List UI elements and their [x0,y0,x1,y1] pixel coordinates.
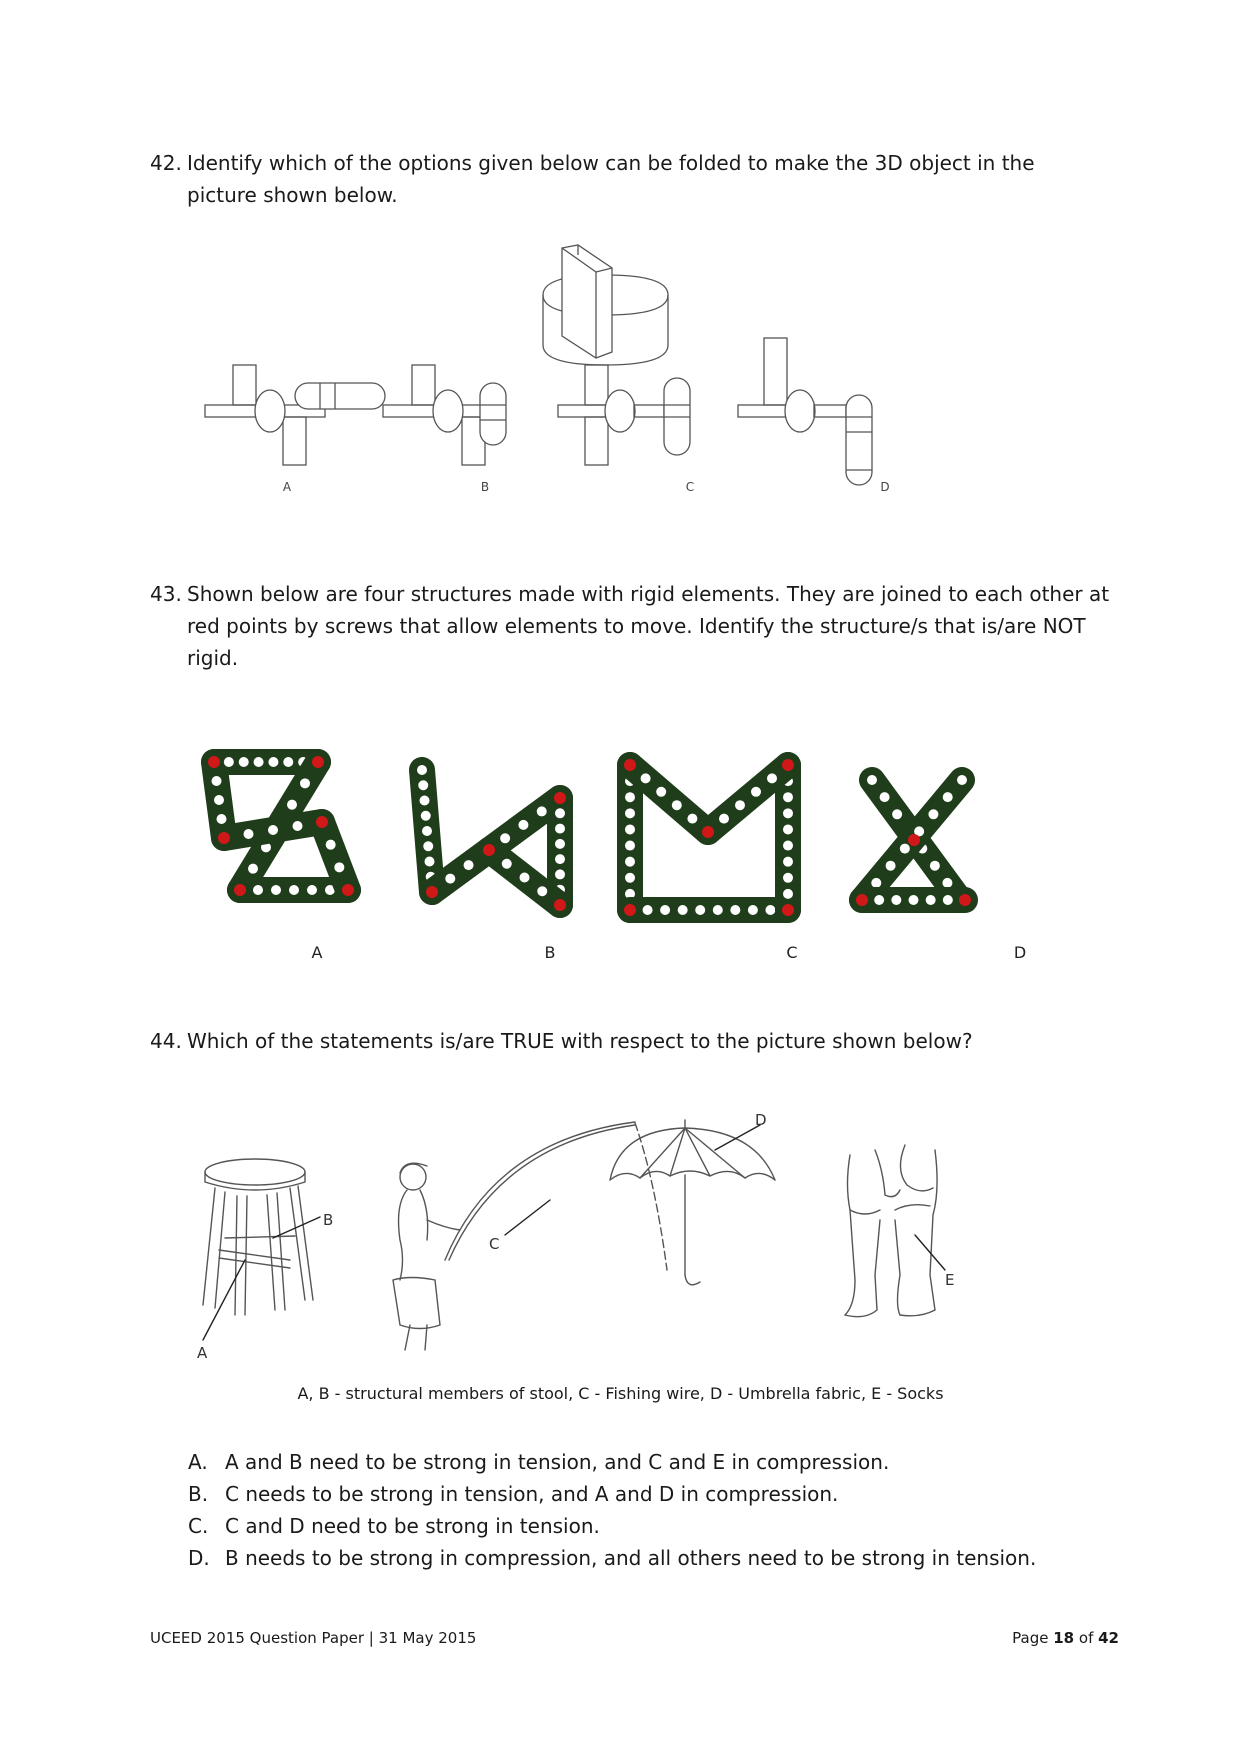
q44-label-e: E [945,1271,955,1289]
umbrella-drawing [610,1120,775,1285]
footer-page-number: Page 18 of 42 [1012,1629,1119,1647]
screw-joint [316,816,328,828]
option-letter: B. [188,1482,209,1506]
screw-joint [856,894,868,906]
question-number: 44. [150,1029,182,1053]
question-text: Identify which of the options given below can be folded to make the 3D object in the picture shown below. [187,151,1035,207]
screw-joint [554,899,566,911]
q44-label-a: A [197,1344,208,1362]
screw-joint [624,904,636,916]
q43-label-c: C [786,943,798,960]
q42-net-b [383,365,506,465]
option-letter: A. [188,1450,208,1474]
option-text: A and B need to be strong in tension, and C and E in compression. [225,1450,890,1474]
q42-label-a: A [282,480,292,494]
screw-joint [483,844,495,856]
fisherman-drawing [393,1122,667,1350]
option-text: C and D need to be strong in tension. [225,1514,600,1538]
q44-label-b: B [323,1211,334,1229]
screw-joint [208,756,220,768]
screw-joint [426,886,438,898]
question-number: 42. [150,151,182,175]
q44-label-c: C [489,1235,500,1253]
screw-joint [312,756,324,768]
option-text: C needs to be strong in tension, and A and D in compression. [225,1482,839,1506]
q42-figure [200,240,970,495]
option-letter: C. [188,1514,209,1538]
q43-label-b: B [544,943,556,960]
q44-label-d: D [755,1111,767,1129]
screw-joint [959,894,971,906]
question-43 [150,578,1110,674]
q43-figure [200,700,1150,960]
option-letter: D. [188,1546,210,1570]
question-text: Which of the statements is/are TRUE with respect to the picture shown below? [187,1029,973,1053]
q42-label-b: B [480,480,490,494]
q42-net-a [205,365,385,465]
strip-c2 [625,905,793,915]
screw-joint [702,826,714,838]
screw-joint [342,884,354,896]
screw-joint [218,832,230,844]
question-number: 43. [150,582,182,606]
socks-drawing [845,1145,937,1317]
screw-joint [624,759,636,771]
screw-joint [782,759,794,771]
strip-d3 [857,895,970,905]
q44-figure [195,1110,1075,1370]
footer-title: UCEED 2015 Question Paper | 31 May 2015 [150,1629,477,1647]
screw-joint [554,792,566,804]
q42-label-d: D [880,480,890,494]
q42-label-c: C [685,480,695,494]
question-text: Shown below are four structures made with rigid elements. They are joined to each other at red points by screws that allow elements to move. Identify the structure/s that is/are NOT rigid. [187,582,1110,670]
q43-label-d: D [1013,943,1027,960]
option-text: B needs to be strong in compression, and all others need to be strong in tension. [225,1546,1037,1570]
stool-drawing [203,1159,313,1315]
question-44 [150,1025,1110,1057]
q42-net-d [738,338,872,485]
q42-3d-object [543,245,668,365]
q43-label-a: A [311,943,323,960]
screw-joint [908,834,920,846]
screw-joint [234,884,246,896]
q42-net-c [558,365,690,465]
screw-joint [782,904,794,916]
question-42 [150,147,1110,211]
q44-caption: A, B - structural members of stool, C - Fishing wire, D - Umbrella fabric, E - Socks [297,1384,944,1403]
